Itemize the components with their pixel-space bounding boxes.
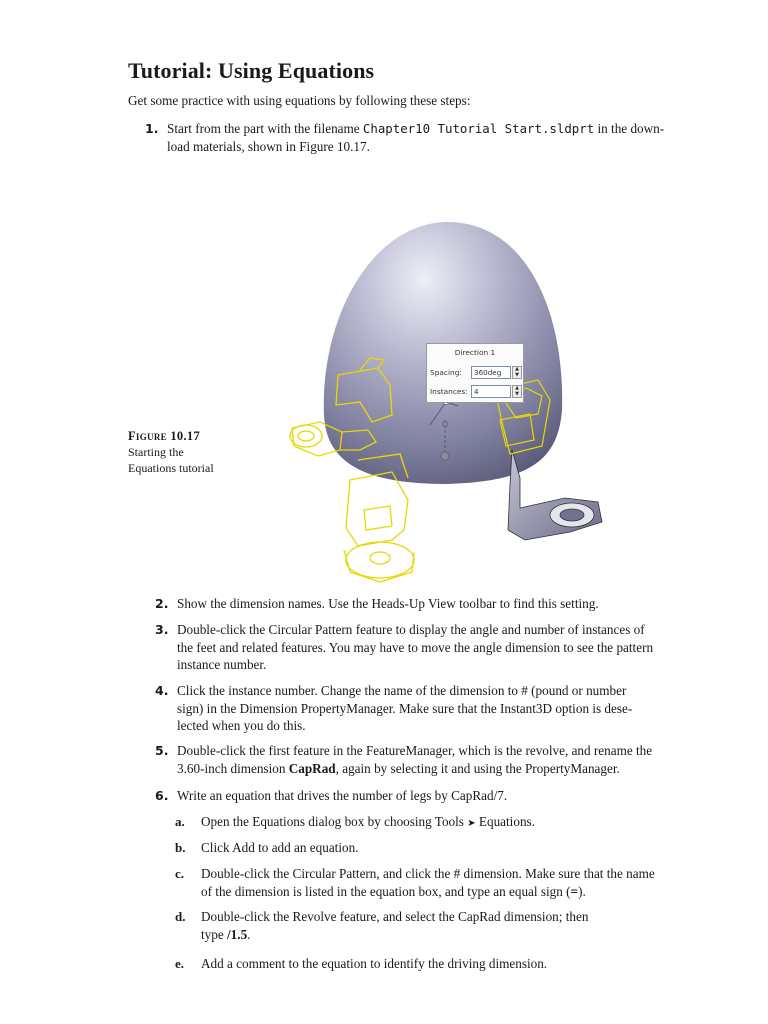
- substep-letter: e.: [175, 956, 185, 971]
- step-line: sign) in the Dimension PropertyManager. Make sure that the Instant3D option is dese-: [177, 700, 633, 716]
- substep-line: ).: [578, 883, 586, 899]
- step-1-line-2: load materials, shown in Figure 10.17.: [167, 138, 370, 154]
- substep-text: [201, 865, 711, 900]
- spacing-input[interactable]: 360deg: [471, 366, 511, 379]
- step-text: [177, 621, 682, 674]
- figure-number: Figure 10.17: [128, 429, 200, 443]
- step-number: 6.: [155, 788, 169, 803]
- substep-letter: d.: [175, 909, 186, 924]
- instances-label: Instances:: [430, 387, 468, 396]
- substep-letter: c.: [175, 866, 185, 881]
- step-1-text-pre: Start from the part with the filename: [167, 121, 363, 136]
- substep-text-pre: Open the Equations dialog box by choosing Tools: [201, 814, 468, 829]
- substep-line: type: [201, 926, 228, 942]
- step-1-text-post: in the down-: [594, 121, 665, 136]
- substep-letter: b.: [175, 840, 186, 855]
- substep-text: [201, 813, 711, 833]
- step-number: 5.: [155, 743, 169, 758]
- substep-line: .: [247, 926, 251, 942]
- divisor-term: /1.5: [227, 926, 248, 942]
- step-number: 4.: [155, 683, 169, 698]
- substep-text: [201, 955, 711, 973]
- substep-line: Double-click the Revolve feature, and select the CapRad dimension; then: [201, 909, 589, 924]
- step-line: lected when you do this.: [177, 718, 306, 733]
- step-line: Double-click the first feature in the FeatureManager, which is the revolve, and rename the: [177, 743, 653, 758]
- figure-caption-line-1: Starting the: [128, 445, 184, 459]
- step-text: [167, 120, 672, 155]
- substep-line: Add a comment to the equation to identify the driving dimension.: [201, 956, 548, 971]
- filename-code: Chapter10 Tutorial Start.sldprt: [362, 121, 595, 136]
- step-text: [177, 742, 682, 777]
- step-line: Click the instance number. Change the name of the dimension to # (pound or number: [177, 683, 627, 698]
- step-number: 2.: [155, 596, 169, 611]
- step-line: Write an equation that drives the number of legs by CapRad/7.: [177, 788, 508, 803]
- menu-arrow-icon: ➤: [467, 818, 476, 829]
- step-number: 1.: [145, 121, 159, 136]
- step-text: [177, 787, 682, 805]
- step-text: [177, 595, 682, 613]
- substep-text: [201, 839, 711, 857]
- instances-input[interactable]: 4: [471, 385, 511, 398]
- step-text: [177, 682, 682, 735]
- dialog-title: Direction 1: [454, 348, 496, 357]
- caprad-term: CapRad: [288, 760, 336, 776]
- figure-caption-line-2: Equations tutorial: [128, 461, 214, 475]
- instances-spinner[interactable]: ▲ ▼: [512, 385, 522, 398]
- substep-line: of the dimension is listed in the equation box, and type an equal sign (: [201, 883, 571, 899]
- figure-caption: [128, 428, 248, 476]
- step-line: , again by selecting it and using the PropertyManager.: [335, 760, 620, 776]
- step-line: the feet and related features. You may have to move the angle dimension to see the pattern: [177, 639, 654, 655]
- spacing-label: Spacing:: [430, 368, 462, 377]
- step-line: Double-click the Circular Pattern feature to display the angle and number of instances of: [177, 622, 645, 637]
- page-title: Tutorial: Using Equations: [128, 58, 375, 83]
- substep-line: Double-click the Circular Pattern, and click the # dimension. Make sure that the name: [201, 866, 655, 881]
- step-line: 3.60-inch dimension: [177, 760, 289, 776]
- intro-paragraph: Get some practice with using equations by following these steps:: [128, 93, 471, 108]
- substep-letter: a.: [175, 814, 185, 829]
- equal-sign: =: [570, 883, 579, 899]
- step-line: Show the dimension names. Use the Heads-Up View toolbar to find this setting.: [177, 596, 599, 611]
- spacing-spinner[interactable]: ▲ ▼: [512, 366, 522, 379]
- substep-text: [201, 908, 711, 943]
- substep-line: Click Add to add an equation.: [201, 840, 359, 855]
- step-number: 3.: [155, 622, 169, 637]
- step-line: instance number.: [177, 657, 267, 672]
- direction-dialog: [426, 343, 524, 403]
- substep-text-post: Equations.: [475, 814, 535, 829]
